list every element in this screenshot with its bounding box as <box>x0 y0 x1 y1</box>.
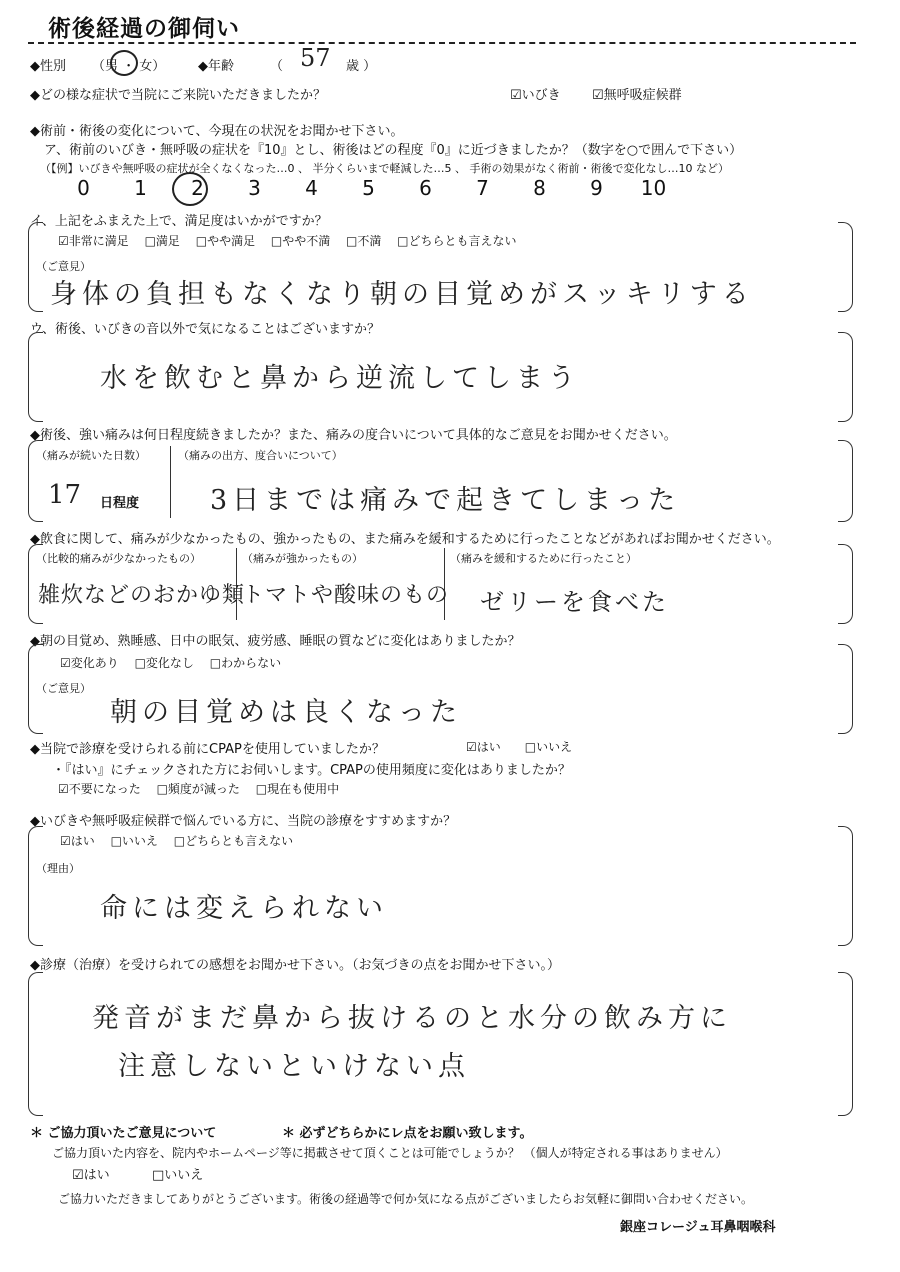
sleep-options[interactable]: ☑変化あり □変化なし □わからない <box>60 656 282 670</box>
severity-scale <box>55 176 682 200</box>
gender-circle-mark <box>110 50 138 76</box>
food-low-answer: 雑炊などのおかゆ類 <box>38 583 246 608</box>
food-bracket-right <box>838 544 853 624</box>
food-relief-answer: ゼリーを食べた <box>480 588 669 616</box>
age-close: 歳 ） <box>346 59 377 74</box>
pain-divider <box>170 446 171 518</box>
pain-days-label: （痛みが続いた日数） <box>36 449 146 462</box>
recommend-bracket-right <box>838 826 853 946</box>
satisfaction-bracket-right <box>838 222 853 312</box>
impression-line-1: 発音がまだ鼻から抜けるのと水分の飲み方に <box>92 1003 732 1034</box>
clinic-name: 銀座コレージュ耳鼻咽喉科 <box>620 1220 776 1235</box>
concern-bracket-left <box>28 332 43 422</box>
food-high-label: （痛みが強かったもの） <box>242 552 363 565</box>
sleep-answer: 朝の目覚めは良くなった <box>110 697 462 728</box>
recommend-bracket-left <box>28 826 43 946</box>
consent-no-checkbox[interactable]: □いいえ <box>152 1168 204 1183</box>
symptom-apnea-checkbox[interactable]: ☑無呼吸症候群 <box>592 88 682 103</box>
food-relief-label: （痛みを緩和するために行ったこと） <box>450 552 637 565</box>
gender-options: （男 ・ 女） <box>92 59 166 74</box>
food-question: ◆飲食に関して、痛みが少なかったもの、強かったもの、また痛みを緩和するために行ったことなどがあればお聞かせください。 <box>30 532 780 547</box>
age-open: （ <box>270 59 284 74</box>
pain-days-value: 17 <box>48 480 82 510</box>
pain-degree-label: （痛みの出方、度合いについて） <box>178 449 343 462</box>
change-question: ◆術前・術後の変化について、今現在の状況をお聞かせ下さい。 <box>30 124 404 139</box>
scale-selection-circle <box>172 172 208 206</box>
scale-4[interactable]: 4 <box>305 176 318 200</box>
satisfaction-opinion: 身体の負担もなくなり朝の目覚めがスッキリする <box>50 279 754 310</box>
scale-10[interactable]: 10 <box>640 176 667 200</box>
scale-2[interactable]: 2 <box>191 176 204 200</box>
recommend-reason-label: （理由） <box>36 862 80 875</box>
satisfaction-options[interactable]: ☑非常に満足 □満足 □やや満足 □やや不満 □不満 □どちらとも言えない <box>58 234 517 248</box>
other-concern-answer: 水を飲むと鼻から逆流してしまう <box>100 363 580 394</box>
scale-8[interactable]: 8 <box>533 176 546 200</box>
satisfaction-question: イ、上記をふまえた上で、満足度はいかがですか？ <box>30 214 328 229</box>
change-sub-question: ア、術前のいびき・無呼吸の症状を『10』とし、術後はどの程度『0』に近づきましたか？（数字を○で囲んで下さい） <box>44 143 743 158</box>
sleep-bracket-right <box>838 644 853 734</box>
symptom-snoring-checkbox[interactable]: ☑いびき <box>510 88 561 103</box>
title-divider <box>28 42 856 44</box>
sleep-question: ◆朝の目覚め、熟睡感、日中の眠気、疲労感、睡眠の質などに変化はありましたか？ <box>30 634 521 649</box>
gender-label: ◆性別 <box>30 59 66 74</box>
scale-5[interactable]: 5 <box>362 176 375 200</box>
scale-9[interactable]: 9 <box>590 176 603 200</box>
scale-6[interactable]: 6 <box>419 176 432 200</box>
footer-thanks: ご協力いただきましてありがとうございます。術後の経過等で何か気になる点がございましたらお気軽に御問い合わせください。 <box>58 1192 754 1206</box>
change-example: （【例】いびきや無呼吸の症状が全くなくなった…0 、 半分くらいまで軽減した…5 、 手術の効果がなく術前・術後で変化なし…10 など） <box>40 162 729 175</box>
cpap-options[interactable]: ☑はい □いいえ <box>466 740 573 754</box>
consent-yes-checkbox[interactable]: ☑はい <box>72 1168 110 1183</box>
impression-bracket-right <box>838 972 853 1116</box>
recommend-question: ◆いびきや無呼吸症候群で悩んでいる方に、当院の診療をすすめますか？ <box>30 814 457 829</box>
recommend-options[interactable]: ☑はい □いいえ □どちらとも言えない <box>60 834 294 848</box>
cpap-sub-question: ・『はい』にチェックされた方にお伺いします。CPAPの使用頻度に変化はありましたか？ <box>52 763 571 778</box>
scale-3[interactable]: 3 <box>248 176 261 200</box>
footer-question: ご協力頂いた内容を、院内やホームページ等に掲載させて頂くことは可能でしょうか？ （個人が特定される事はありません） <box>52 1146 728 1160</box>
pain-question: ◆術後、強い痛みは何日程度続きましたか？また、痛みの度合いについて具体的なご意見をお聞かせください。 <box>30 428 677 443</box>
pain-days-unit: 日程度 <box>100 496 140 511</box>
satisfaction-opinion-label: （ご意見） <box>36 260 91 273</box>
impression-question: ◆診療（治療）を受けられての感想をお聞かせ下さい。（お気づきの点をお聞かせ下さい。） <box>30 958 560 973</box>
scale-1[interactable]: 1 <box>134 176 147 200</box>
age-label: ◆年齢 <box>198 59 234 74</box>
age-value: 57 <box>300 44 331 72</box>
sleep-opinion-label: （ご意見） <box>36 682 91 695</box>
cpap-sub-options[interactable]: ☑不要になった □頻度が減った □現在も使用中 <box>58 782 340 796</box>
scale-7[interactable]: 7 <box>476 176 489 200</box>
concern-bracket-right <box>838 332 853 422</box>
footer-heading-2: ＊ 必ずどちらかにレ点をお願い致します。 <box>282 1126 533 1141</box>
cpap-question: ◆当院で診療を受けられる前にCPAPを使用していましたか？ <box>30 742 385 757</box>
page-title: 術後経過の御伺い <box>48 16 240 42</box>
food-high-answer: トマトや酸味のもの <box>242 583 450 608</box>
footer-heading-1: ＊ ご協力頂いたご意見について <box>30 1126 217 1141</box>
scale-0[interactable]: 0 <box>77 176 90 200</box>
pain-degree-answer: 3日までは痛みで起きてしまった <box>210 485 681 516</box>
pain-bracket-right <box>838 440 853 522</box>
impression-bracket-left <box>28 972 43 1116</box>
other-concern-question: ウ、術後、いびきの音以外で気になることはございますか？ <box>30 322 380 337</box>
impression-line-2: 注意しないといけない点 <box>118 1051 470 1082</box>
symptoms-question: ◆どの様な症状で当院にご来院いただきましたか？ <box>30 88 326 103</box>
food-low-label: （比較的痛みが少なかったもの） <box>36 552 201 565</box>
recommend-answer: 命には変えられない <box>100 893 388 924</box>
